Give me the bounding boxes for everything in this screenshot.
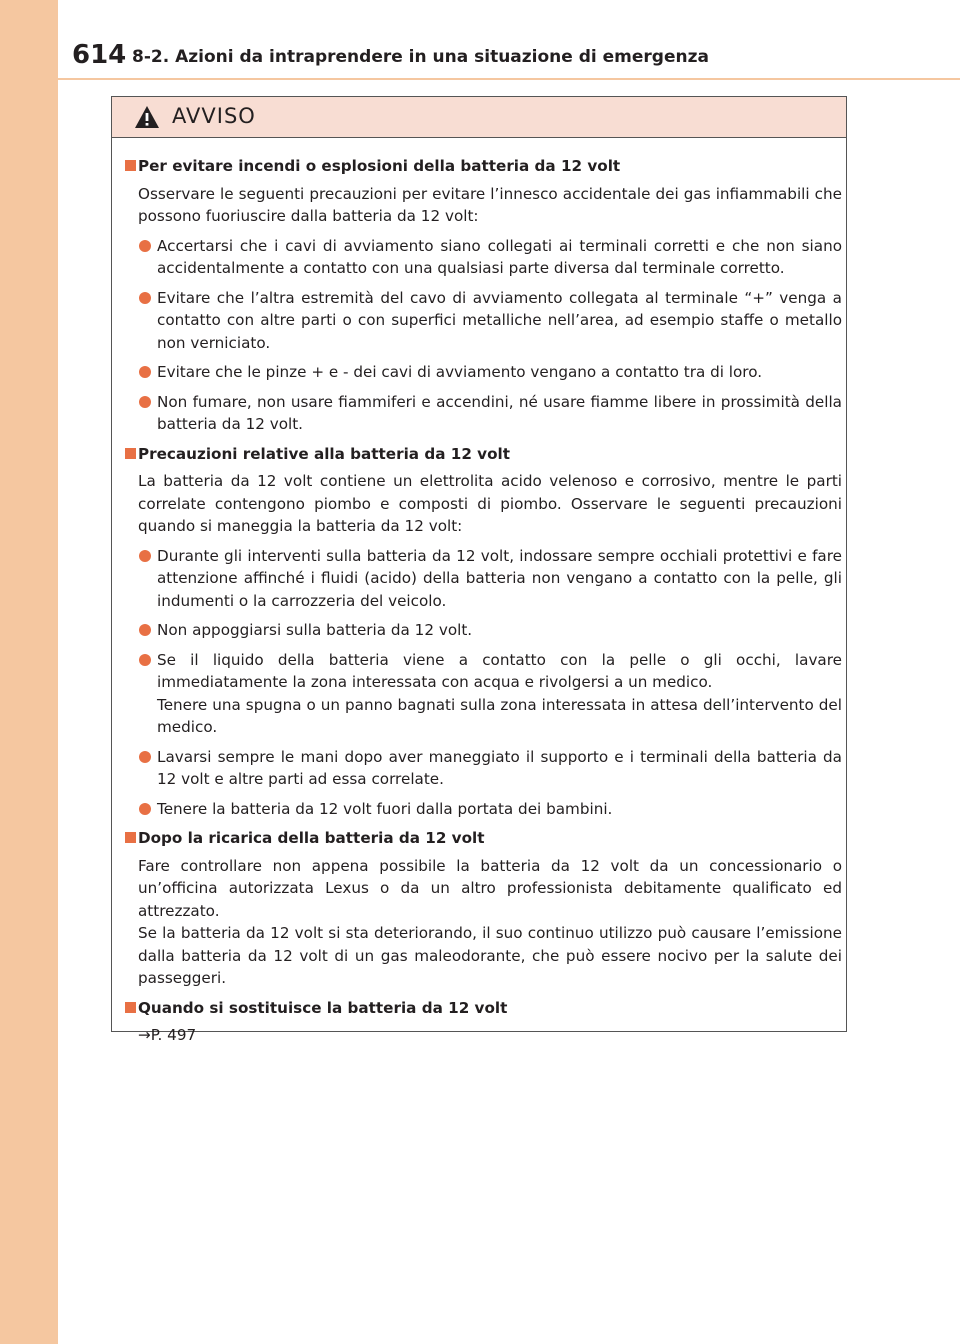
round-bullet-icon (139, 396, 151, 408)
section-heading: Dopo la ricarica della batteria da 12 volt (126, 827, 842, 850)
list-item: Evitare che le pinze + e - dei cavi di avviamento vengano a contatto tra di loro. (126, 361, 842, 384)
list-item: Lavarsi sempre le mani dopo aver maneggiato il supporto e i terminali della batteria da 12 volt e altre parti ad essa correlate. (126, 746, 842, 791)
warning-content (126, 155, 842, 1054)
section-after-charging (126, 827, 842, 990)
section-heading: Precauzioni relative alla batteria da 12 volt (126, 443, 842, 466)
warning-title: AVVISO (172, 104, 256, 128)
list-item: Non appoggiarsi sulla batteria da 12 volt. (126, 619, 842, 642)
round-bullet-icon (139, 751, 151, 763)
section-heading: Quando si sostituisce la batteria da 12 volt (126, 997, 842, 1020)
list-item: Tenere la batteria da 12 volt fuori dalla portata dei bambini. (126, 798, 842, 821)
square-bullet-icon (125, 160, 136, 171)
page-number: 614 (72, 40, 127, 70)
round-bullet-icon (139, 654, 151, 666)
section-fire-prevention (126, 155, 842, 436)
square-bullet-icon (125, 832, 136, 843)
square-bullet-icon (125, 1002, 136, 1013)
warning-header (112, 97, 846, 138)
list-item: Evitare che l’altra estremità del cavo di avviamento collegata al terminale “+” venga a contatto con altre parti o con superfici metalliche nell’area, ad esempio staffe o metallo non verniciato. (126, 287, 842, 355)
round-bullet-icon (139, 624, 151, 636)
warning-box (111, 96, 847, 1044)
section-heading: Per evitare incendi o esplosioni della batteria da 12 volt (126, 155, 842, 178)
section-replacement (126, 997, 842, 1047)
section-intro: La batteria da 12 volt contiene un elettrolita acido velenoso e corrosivo, mentre le parti correlate contengono piombo e composti di piombo. Osservare le seguenti precauzioni quando si maneggia la batteria da 12 volt: (138, 472, 842, 535)
round-bullet-icon (139, 366, 151, 378)
round-bullet-icon (139, 240, 151, 252)
section-intro: Osservare le seguenti precauzioni per evitare l’innesco accidentale dei gas infiammabili che possono fuoriuscire dalla batteria da 12 volt: (138, 184, 842, 225)
list-item: Durante gli interventi sulla batteria da 12 volt, indossare sempre occhiali protettivi e fare attenzione affinché i fluidi (acido) della batteria non vengano a contatto con la pelle, gli indumenti o la carrozzeria del veicolo. (126, 545, 842, 613)
list-item: Accertarsi che i cavi di avviamento siano collegati ai terminali corretti e che non siano accidentalmente a contatto con una qualsiasi parte diversa dal terminale corretto. (126, 235, 842, 280)
list-item: Non fumare, non usare fiammiferi e accendini, né usare fiamme libere in prossimità della batteria da 12 volt. (126, 391, 842, 436)
round-bullet-icon (139, 550, 151, 562)
round-bullet-icon (139, 292, 151, 304)
round-bullet-icon (139, 803, 151, 815)
list-item: Se il liquido della batteria viene a contatto con la pelle o gli occhi, lavare immediatamente la zona interessata con acqua e rivolgersi a un medico. Tenere una spugna o un panno bagnati sulla zona interessata in attesa dell’intervento del medico. (126, 649, 842, 739)
section-battery-precautions (126, 443, 842, 821)
page-reference-link[interactable]: →P. 497 (138, 1026, 197, 1044)
square-bullet-icon (125, 448, 136, 459)
side-color-band (0, 0, 58, 1344)
section-header: 8-2. Azioni da intraprendere in una situazione di emergenza (132, 47, 709, 67)
warning-triangle-icon (134, 105, 160, 129)
section-paragraph: Fare controllare non appena possibile la batteria da 12 volt da un concessionario o un’officina autorizzata Lexus o da un altro professionista debitamente qualificato ed attrezzato. Se la batteria da 12 volt si sta deteriorando, il suo continuo utilizzo può causare l’emissione dalla batteria da 12 volt di un gas maleodorante, che può essere nocivo per la salute dei passeggeri. (138, 856, 842, 987)
header-rule (58, 78, 960, 80)
